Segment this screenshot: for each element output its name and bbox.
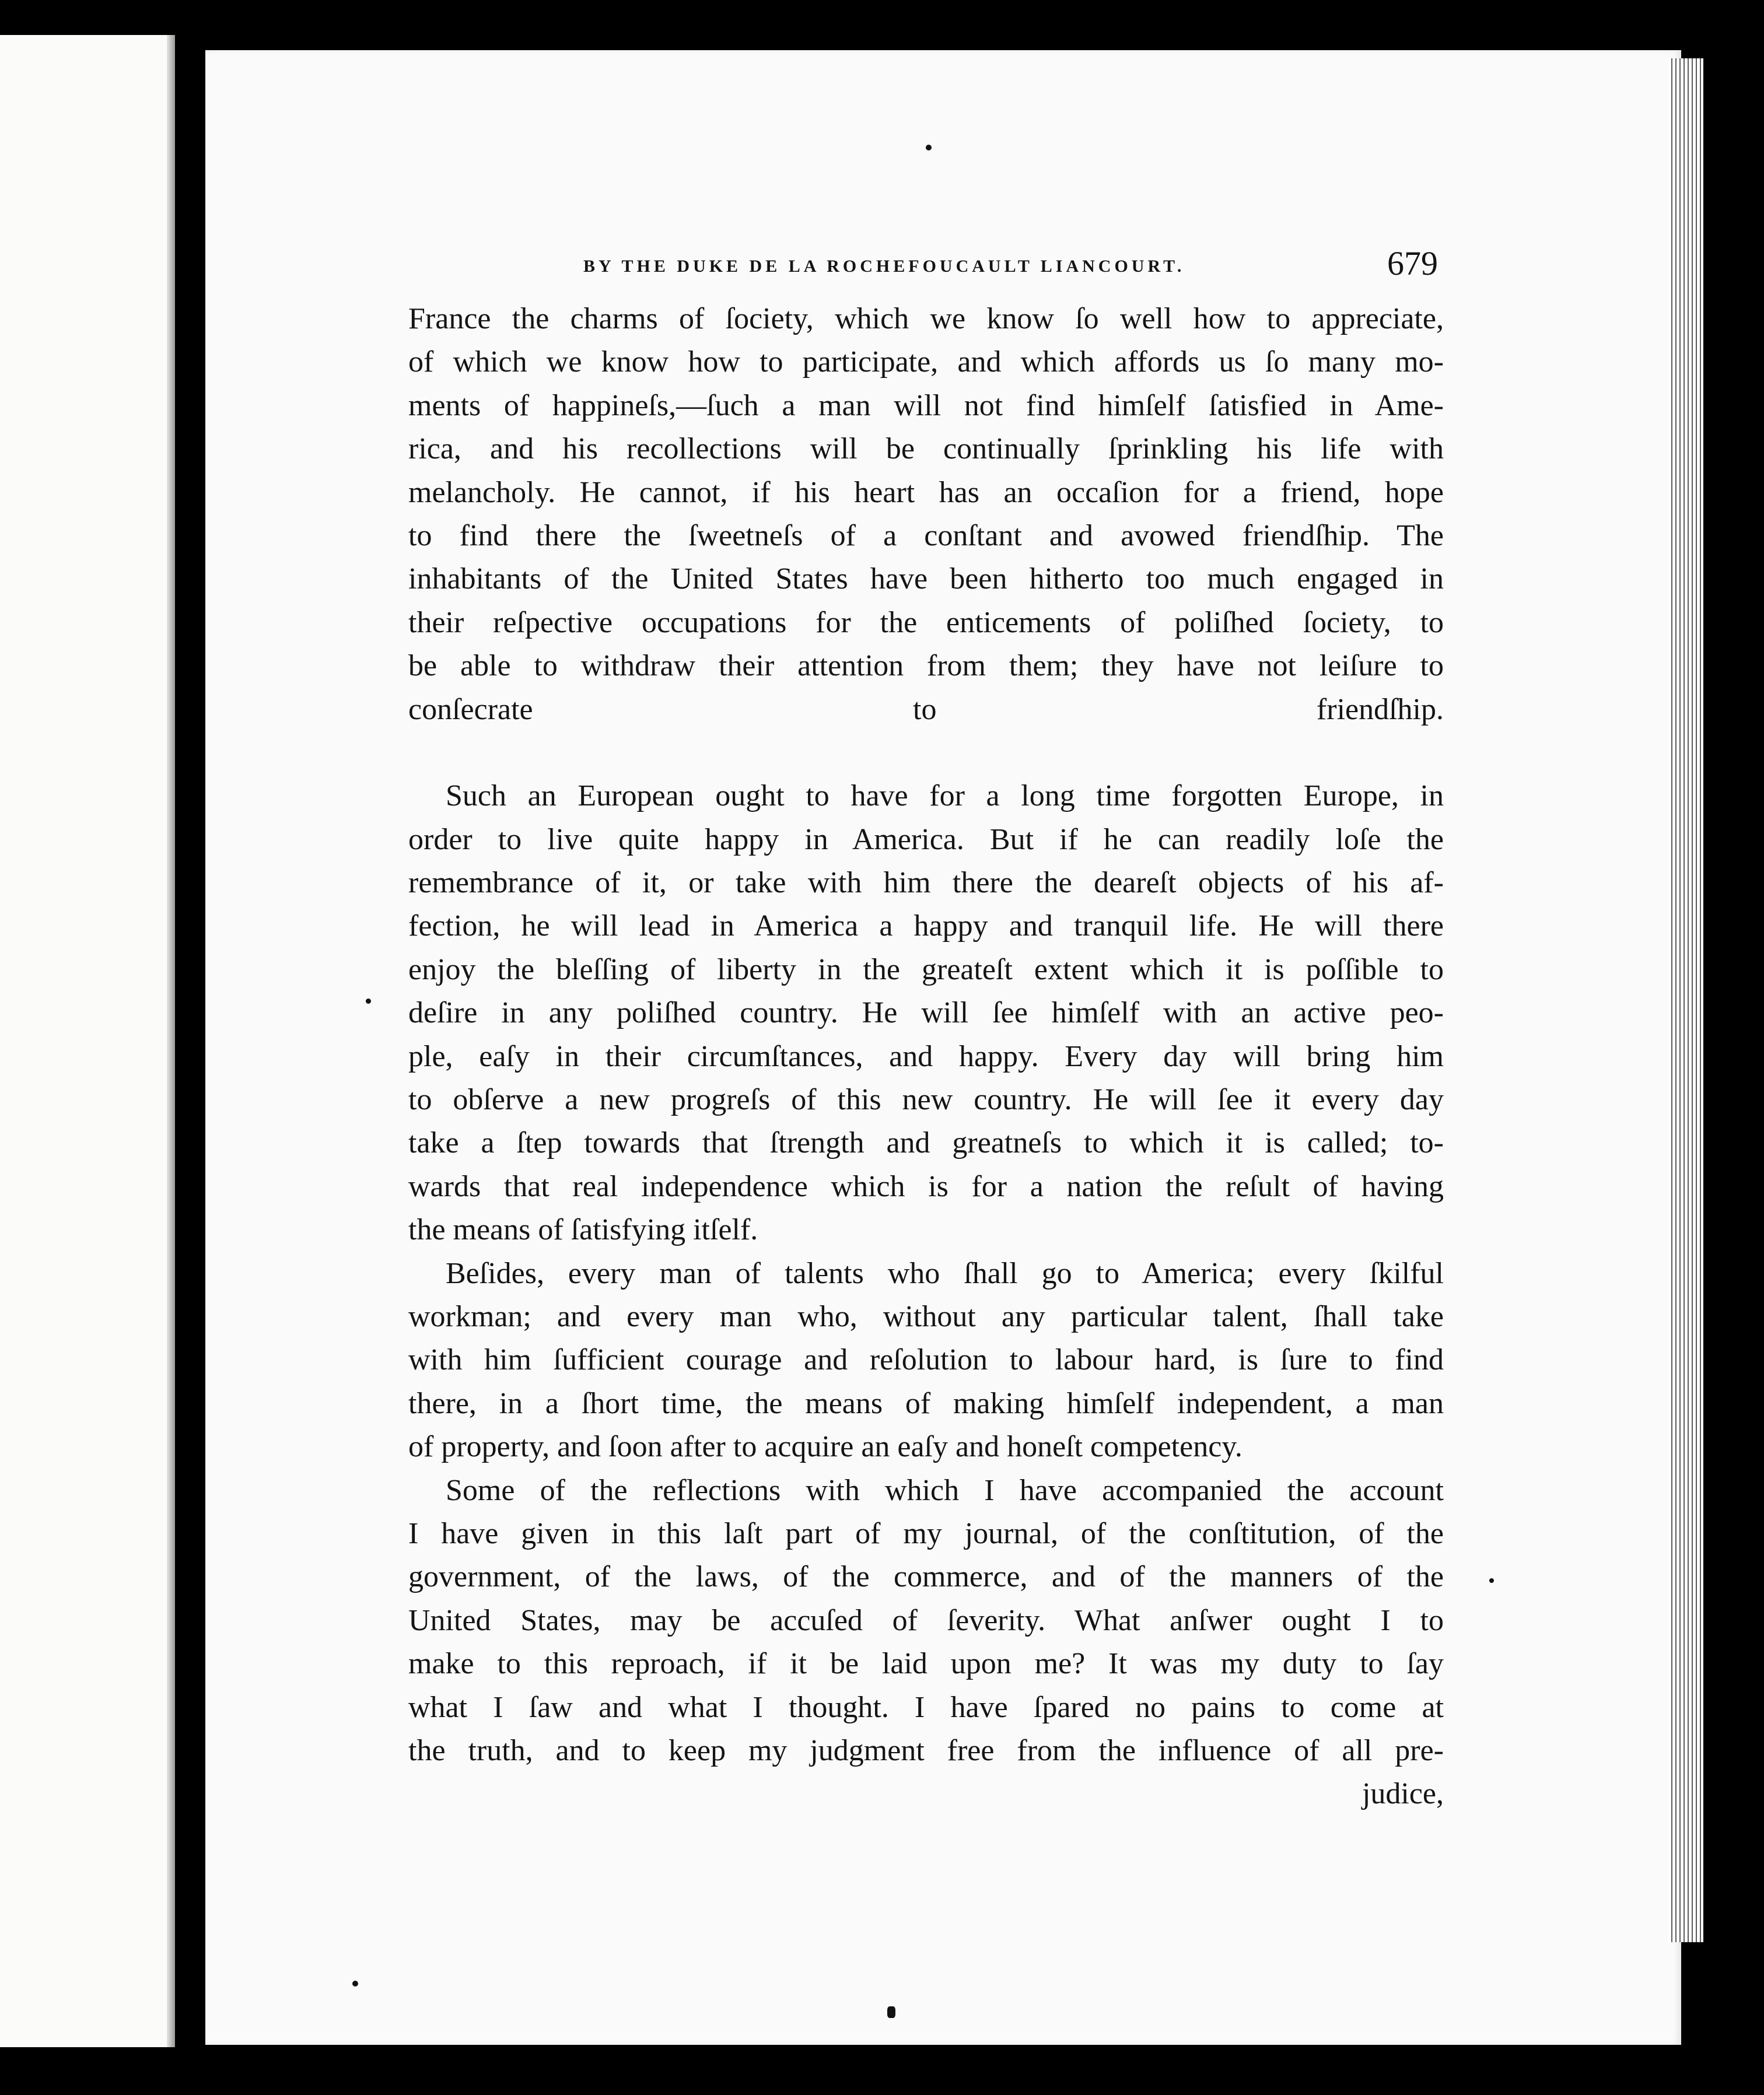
text-line: their reſpective occupations for the enticements of poliſhed ſociety, to xyxy=(408,605,1444,639)
text-line: France the charms of ſociety, which we know ſo well how to appreciate, xyxy=(408,302,1444,335)
text-line: what I ſaw and what I thought. I have ſpared no pains to come at xyxy=(408,1690,1444,1724)
catchword: judice, xyxy=(1362,1777,1444,1811)
text-line: Such an European ought to have for a long time forgotten Europe, in xyxy=(446,779,1444,813)
text-line: of property, and ſoon after to acquire an eaſy and honeſt competency. xyxy=(408,1430,1242,1464)
text-line: fection, he will lead in America a happy and tranquil life. He will there xyxy=(408,909,1444,943)
text-line: I have given in this laſt part of my journal, of the conſtitution, of the xyxy=(408,1516,1444,1550)
text-line: the means of ſatisfying itſelf. xyxy=(408,1213,758,1247)
left-page-edge xyxy=(0,35,175,2047)
text-line xyxy=(408,731,1444,775)
text-line: deſire in any poliſhed country. He will ſee himſelf with an active peo- xyxy=(408,996,1444,1030)
text-line: government, of the laws, of the commerce, and of the manners of the xyxy=(408,1560,1444,1594)
text-line: make to this reproach, if it be laid upon me? It was my duty to ſay xyxy=(408,1647,1444,1681)
text-line: ple, eaſy in their circumſtances, and happy. Every day will bring him xyxy=(408,1039,1444,1073)
page-number: 679 xyxy=(1387,244,1438,282)
ink-speck xyxy=(352,1981,358,1987)
text-line: workman; and every man who, without any particular talent, ſhall take xyxy=(408,1299,1444,1333)
ink-speck xyxy=(1489,1578,1494,1583)
text-line: order to live quite happy in America. But if he can readily loſe the xyxy=(408,822,1444,856)
text-line: enjoy the bleſſing of liberty in the greateſt extent which it is poſſible to xyxy=(408,952,1444,986)
text-line: be able to withdraw their attention from them; they have not leiſure to xyxy=(408,649,1444,683)
text-line: wards that real independence which is for a nation the reſult of having xyxy=(408,1169,1444,1203)
text-line: inhabitants of the United States have been hitherto too much engaged in xyxy=(408,562,1444,596)
text-line: rica, and his recollections will be continually ſprinkling his life with xyxy=(408,432,1444,466)
text-line: to find there the ſweetneſs of a conſtant and avowed friendſhip. The xyxy=(408,519,1444,552)
text-line: United States, may be accuſed of ſeverity. What anſwer ought I to xyxy=(408,1603,1444,1637)
text-line: conſecrate to friendſhip. xyxy=(408,692,1444,726)
text-line: ments of happineſs,—ſuch a man will not find himſelf ſatisfied in Ame- xyxy=(408,388,1444,422)
text-line: melancholy. He cannot, if his heart has an occaſion for a friend, hope xyxy=(408,475,1444,509)
page-text xyxy=(408,244,1444,1816)
running-title: BY THE DUKE DE LA ROCHEFOUCAULT LIANCOURT. xyxy=(583,257,1185,276)
ink-speck xyxy=(926,145,932,150)
text-line: the truth, and to keep my judgment free from the influence of all pre- xyxy=(408,1733,1444,1767)
text-line: Some of the reflections with which I have accompanied the account xyxy=(446,1473,1444,1507)
text-line: of which we know how to participate, and which affords us ſo many mo- xyxy=(408,345,1444,379)
ink-speck xyxy=(366,999,371,1004)
page-edges xyxy=(1668,58,1703,1942)
text-line: to obſerve a new progreſs of this new country. He will ſee it every day xyxy=(408,1083,1444,1117)
running-head xyxy=(408,244,1444,297)
ink-speck xyxy=(887,2006,895,2018)
text-line: remembrance of it, or take with him there the deareſt objects of his af- xyxy=(408,866,1444,900)
text-line: take a ſtep towards that ſtrength and greatneſs to which it is called; to- xyxy=(408,1126,1444,1160)
text-line: there, in a ſhort time, the means of making himſelf independent, a man xyxy=(408,1386,1444,1420)
text-line: with him ſufficient courage and reſolution to labour hard, is ſure to find xyxy=(408,1343,1444,1377)
text-line: Beſides, every man of talents who ſhall go to America; every ſkilful xyxy=(446,1256,1444,1290)
